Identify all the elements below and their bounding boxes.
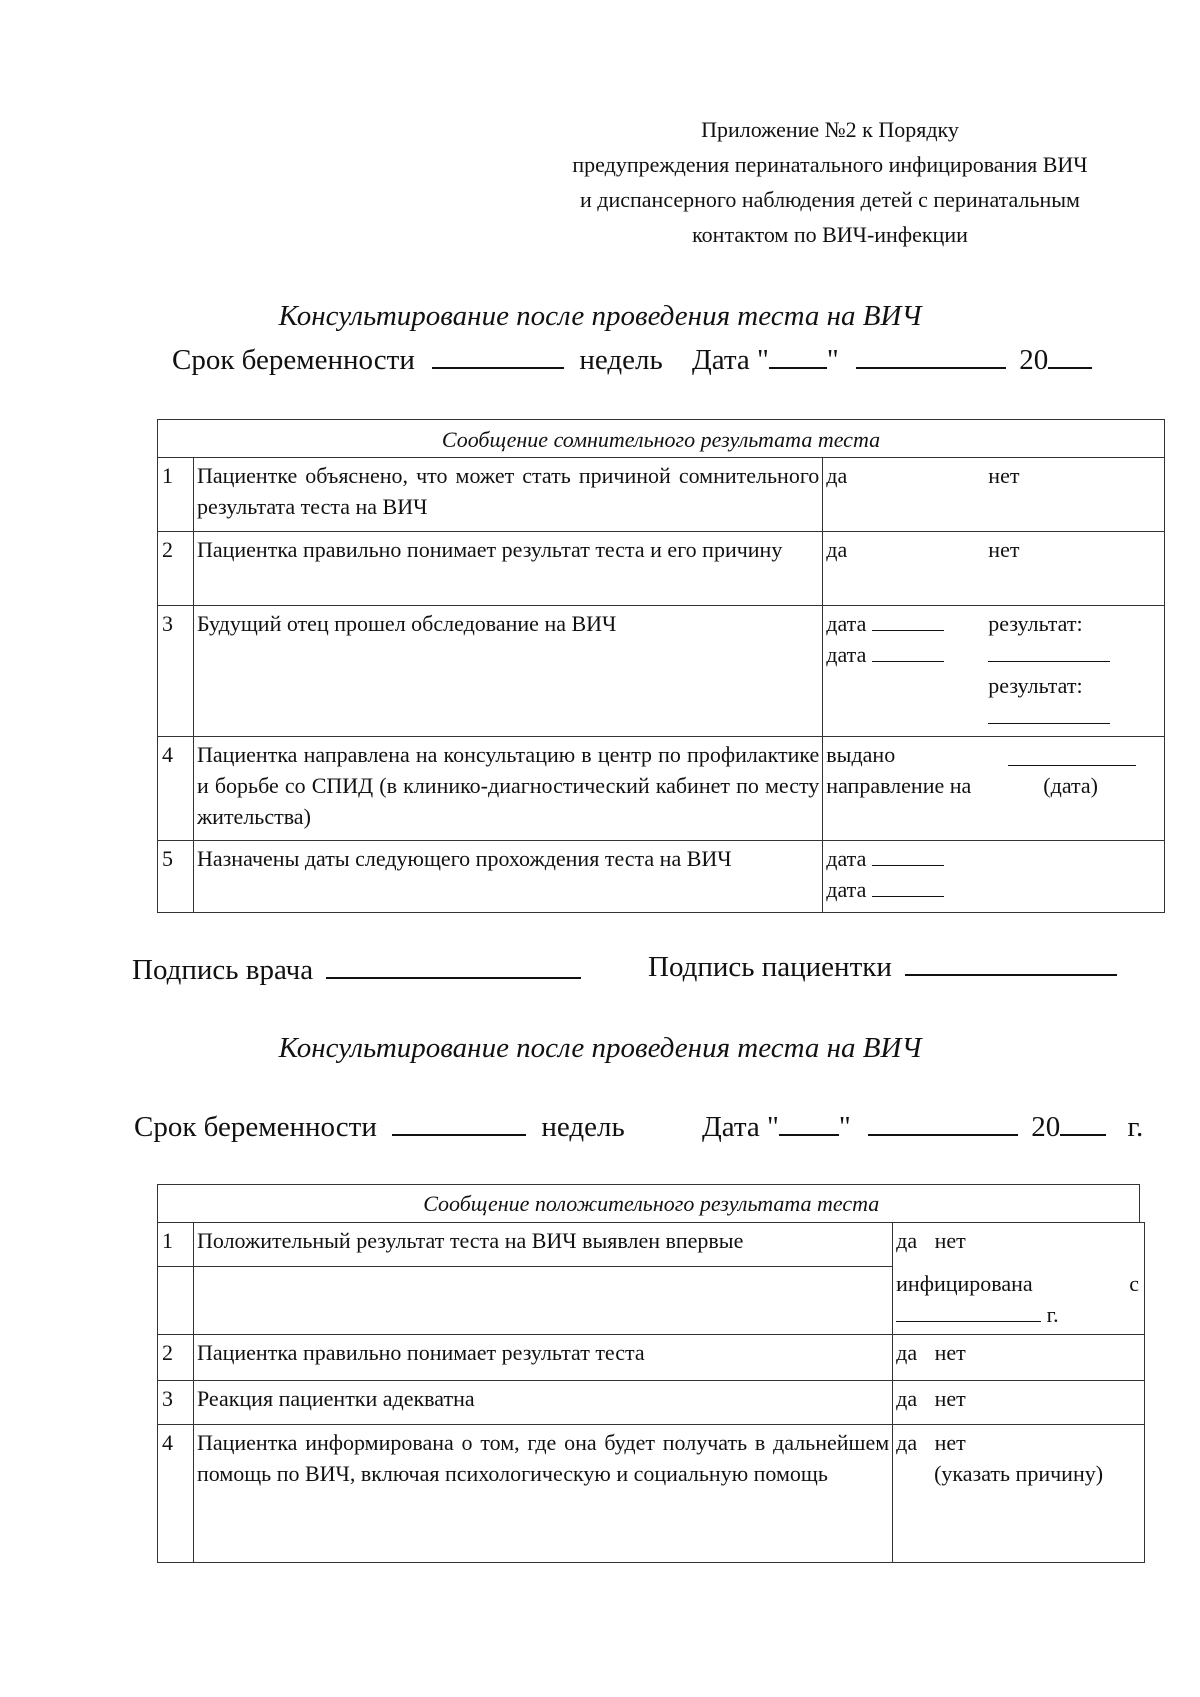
table-row [158, 841, 1165, 913]
row-number: 3 [158, 606, 194, 737]
yes-option[interactable]: да [896, 1385, 918, 1411]
table-row [158, 532, 1165, 606]
yes-option[interactable]: да [826, 537, 848, 562]
infected-year-blank[interactable] [896, 1301, 1041, 1322]
date-blank[interactable] [872, 845, 944, 866]
table-row [158, 1380, 1145, 1424]
row-response [893, 1266, 1145, 1334]
date-month-blank[interactable] [856, 343, 1006, 369]
no-option[interactable]: нет [934, 1429, 966, 1455]
infected-label: инфицирована [896, 1271, 1033, 1296]
table-row [158, 1222, 1145, 1266]
row-text: Пациентка направлена на консультацию в центр по профилактике и борьбе со СПИД (в клинико-диагностический кабинет по месту жительства) [193, 737, 822, 841]
yes-option[interactable]: да [896, 1339, 918, 1365]
year-prefix: 20 [1019, 344, 1049, 376]
issued-label: выдано [826, 742, 896, 767]
row-number: 1 [158, 1222, 194, 1266]
row-number: 1 [158, 458, 194, 532]
row-text: Пациентка правильно понимает результат теста [193, 1334, 892, 1380]
date-month-blank[interactable] [868, 1110, 1018, 1136]
appendix-line: и диспансерного наблюдения детей с перинатальным [580, 187, 1080, 212]
row-number: 4 [158, 737, 194, 841]
row-number: 4 [158, 1424, 194, 1562]
table-row [158, 606, 1165, 737]
date-label: Дата " [691, 344, 769, 376]
row-response [893, 1424, 1145, 1562]
table-row [158, 1334, 1145, 1380]
date-label: Дата " [701, 1111, 779, 1143]
no-option[interactable]: нет [988, 537, 1020, 562]
no-option[interactable]: нет [934, 1339, 966, 1365]
appendix-line: предупреждения перинатального инфицирования ВИЧ [572, 152, 1088, 177]
date-blank[interactable] [872, 641, 944, 662]
yes-option[interactable]: да [896, 1227, 918, 1253]
date-quote: " [838, 1111, 851, 1143]
row-text: Назначены даты следующего прохождения теста на ВИЧ [193, 841, 822, 913]
table-header: Сообщение сомнительного результата теста [158, 420, 1165, 458]
row-response [823, 841, 1165, 913]
date-year-blank[interactable] [1060, 1110, 1106, 1136]
row-response [893, 1380, 1145, 1424]
date-day-blank[interactable] [769, 343, 827, 369]
date-label: дата [826, 611, 867, 636]
table-header: Сообщение положительного результата теста [158, 1184, 1145, 1222]
date-label: дата [826, 642, 867, 667]
term-weeks-blank[interactable] [432, 343, 564, 369]
since-label: с [1129, 1271, 1139, 1296]
result-blank[interactable] [988, 703, 1110, 724]
referral-label: направление на [826, 773, 972, 798]
date-day-blank[interactable] [779, 1110, 839, 1136]
table-row [158, 1266, 1145, 1334]
term-label: Срок беременности [134, 1111, 377, 1143]
date-blank[interactable] [872, 876, 944, 897]
row-response [823, 458, 1165, 532]
doctor-signature [132, 953, 581, 987]
row-response [823, 606, 1165, 737]
result-label: результат: [988, 673, 1083, 698]
date-quote: " [826, 344, 839, 376]
row-response [823, 737, 1165, 841]
appendix-header [520, 112, 1140, 252]
doubtful-result-table [157, 419, 1165, 913]
referral-date-blank[interactable] [1008, 745, 1136, 766]
row-text: Пациентка информирована о том, где она будет получать в дальнейшем помощь по ВИЧ, включая психологическую и социальную помощь [193, 1424, 892, 1562]
date-blank[interactable] [872, 610, 944, 631]
doctor-signature-blank[interactable] [326, 953, 581, 979]
row-number: 2 [158, 1334, 194, 1380]
year-suffix: г. [1046, 1302, 1059, 1327]
yes-option[interactable]: да [826, 463, 848, 488]
row-number: 2 [158, 532, 194, 606]
row-text: Положительный результат теста на ВИЧ выявлен впервые [193, 1222, 892, 1266]
no-option[interactable]: нет [934, 1227, 966, 1253]
result-blank[interactable] [988, 641, 1110, 662]
appendix-line: контактом по ВИЧ-инфекции [692, 222, 968, 247]
date-label: дата [826, 846, 867, 871]
doctor-signature-label: Подпись врача [132, 954, 314, 986]
table-row [158, 737, 1165, 841]
date-year-blank[interactable] [1048, 343, 1092, 369]
row-text: Пациентке объяснено, что может стать причиной сомнительного результата теста на ВИЧ [193, 458, 822, 532]
row-response [823, 532, 1165, 606]
no-option[interactable]: нет [934, 1385, 966, 1411]
patient-signature-blank[interactable] [905, 950, 1117, 976]
row-response [893, 1334, 1145, 1380]
appendix-line: Приложение №2 к Порядку [701, 117, 959, 142]
term-label: Срок беременности [172, 344, 415, 376]
year-suffix: г. [1127, 1111, 1144, 1143]
weeks-label: недель [541, 1111, 625, 1143]
table-row [158, 1424, 1145, 1562]
row-text: Пациентка правильно понимает результат теста и его причину [193, 532, 822, 606]
date-hint: (дата) [1043, 773, 1098, 798]
year-prefix: 20 [1031, 1111, 1061, 1143]
table-row [158, 458, 1165, 532]
positive-result-table [157, 1184, 1145, 1563]
weeks-label: недель [579, 344, 663, 376]
section1-title: Консультирование после проведения теста на ВИЧ [278, 300, 922, 332]
row-number: 3 [158, 1380, 194, 1424]
row-text: Будущий отец прошел обследование на ВИЧ [193, 606, 822, 737]
no-option[interactable]: нет [988, 463, 1020, 488]
result-label: результат: [988, 611, 1083, 636]
yes-option[interactable]: да [896, 1429, 918, 1455]
date-label: дата [826, 877, 867, 902]
patient-signature [648, 950, 1117, 984]
term-weeks-blank[interactable] [392, 1110, 526, 1136]
row-number: 5 [158, 841, 194, 913]
patient-signature-label: Подпись пациентки [648, 951, 892, 983]
section1-term-line [172, 343, 1092, 377]
section2-term-line [134, 1110, 1143, 1144]
reason-hint: (указать причину) [934, 1460, 1104, 1486]
row-text: Реакция пациентки адекватна [193, 1380, 892, 1424]
row-response [893, 1222, 1145, 1266]
section2-title: Консультирование после проведения теста на ВИЧ [278, 1032, 922, 1064]
